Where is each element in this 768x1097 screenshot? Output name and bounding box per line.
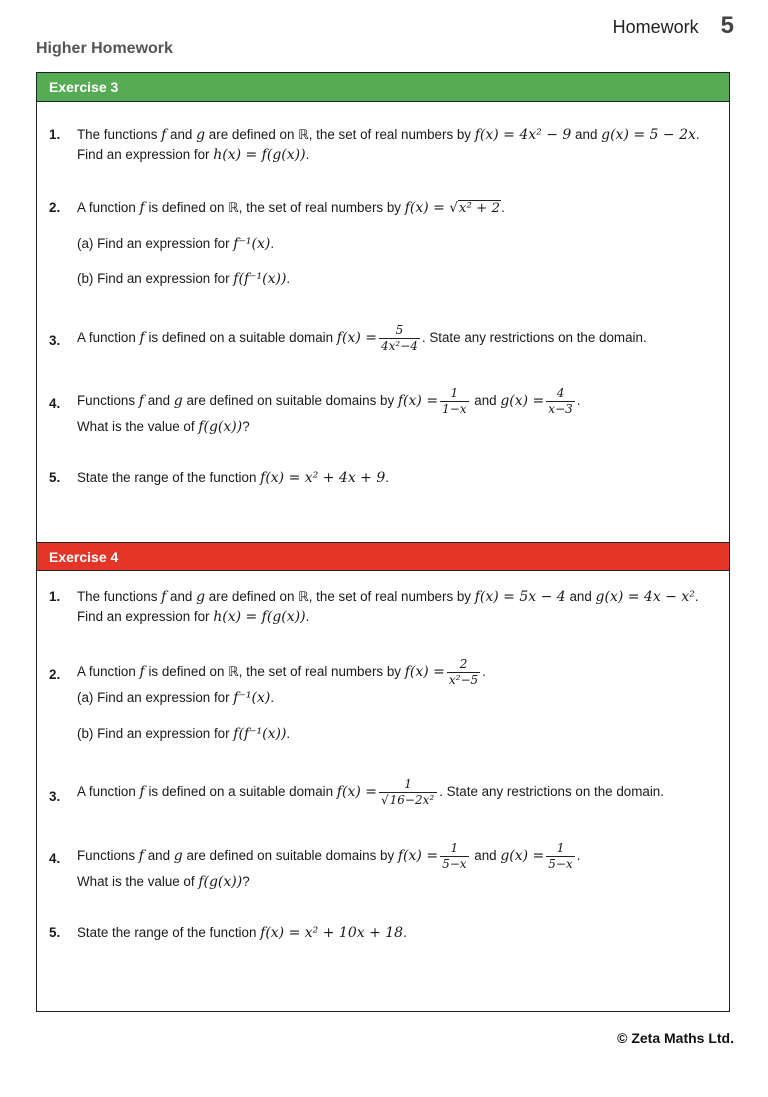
ex3-question-3: 3. A function f is defined on a suitable domain f(x) = $\frac{5}{\text{4x²−4}}$ . State any restrictions on the domain. [49, 323, 647, 353]
ex4-question-3: 3. A function f is defined on a suitable domain f(x) = $\frac{1}{\text{√16−2x²}}$ . State any restrictions on the domain. [49, 777, 664, 807]
ex4-question-2: 2. A function f is defined on ℝ, the set of real numbers by f(x) = $\frac{2}{\text{x²−5}}$ . (a) Find an expression for f⁻¹(x). (b) Find an expression for f(f⁻¹(x)). [49, 657, 486, 742]
ex4-question-4: 4. Functions f and g are defined on suitable domains by f(x) = $\frac{1}{5-x}$ and g(x) = $\frac{1}{5-x}$ . What is the value of f(g(x))? [49, 841, 581, 890]
ex3-question-5: 5. State the range of the function f(x) = x² + 4x + 9. [49, 470, 389, 486]
page-header [613, 12, 734, 40]
ex4-question-5: 5. State the range of the function f(x) = x² + 10x + 18. [49, 925, 407, 941]
exercise-3-header: Exercise 3 [37, 73, 729, 102]
homework-number: 5 [720, 12, 734, 39]
homework-label: Homework [612, 17, 699, 37]
ex4-question-1: 1. The functions f and g are defined on ℝ, the set of real numbers by f(x) = 5x − 4 and g(x) = 4x − x². Find an expression for h(x) = f(g(x)). [49, 589, 699, 625]
ex3-question-1: 1. The functions f and g are defined on ℝ, the set of real numbers by f(x) = 4x² − 9 and g(x) = 5 − 2x. Find an expression for h(x) = f(g(x)). [49, 127, 700, 163]
ex3-question-4: 4. Functions f and g are defined on suitable domains by f(x) = $\frac{1}{1-x}$ and g(x) = $\frac{4}{x-3}$ . What is the value of f(g(x))? [49, 386, 581, 435]
exercise-4-header: Exercise 4 [37, 542, 729, 571]
exercise-box [36, 72, 730, 1012]
copyright-footer: © Zeta Maths Ltd. [617, 1030, 734, 1046]
page-subtitle: Higher Homework [36, 40, 173, 57]
ex3-question-2: 2. A function f is defined on ℝ, the set of real numbers by f(x) = √x² + 2. (a) Find an expression for f⁻¹(x). (b) Find an expression for f(f⁻¹(x)). [49, 200, 505, 287]
